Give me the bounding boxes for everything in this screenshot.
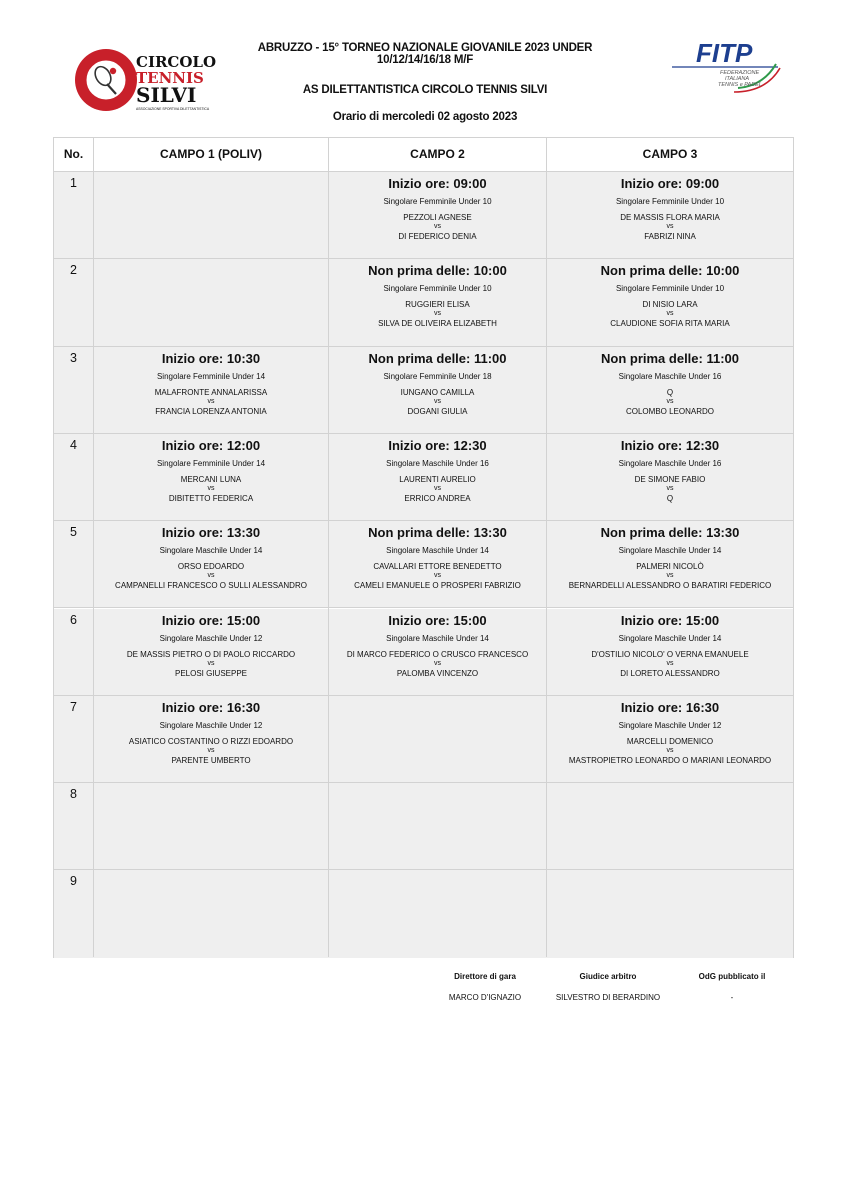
- match-time: Non prima delle: 13:30: [600, 525, 740, 541]
- logo-line1: CIRCOLO: [136, 53, 217, 71]
- table-row: [54, 783, 793, 870]
- tournament-title-line1: ABRUZZO - 15° TORNEO NAZIONALE GIOVANILE 2023 UNDER: [257, 42, 593, 54]
- player-2: ERRICO ANDREA: [404, 493, 471, 503]
- fitp-brand: FITP: [696, 38, 753, 68]
- fitp-logo: [668, 38, 788, 98]
- logo-tagline: ASSOCIAZIONE SPORTIVA DILETTANTISTICA: [136, 107, 210, 111]
- versus-label: vs: [207, 572, 215, 580]
- match-time: Non prima delle: 11:00: [368, 350, 507, 366]
- table-row: [54, 347, 793, 434]
- match-cell: [94, 172, 328, 257]
- table-row: [54, 259, 793, 346]
- versus-label: vs: [207, 659, 215, 667]
- match-time: Non prima delle: 10:00: [368, 263, 507, 279]
- player-1: LAURENTI AURELIO: [399, 474, 476, 484]
- versus-label: vs: [434, 310, 441, 318]
- match-time: Inizio ore: 16:30: [161, 699, 261, 715]
- player-2: COLOMBO LEONARDO: [625, 406, 714, 416]
- match-cell: [329, 172, 546, 257]
- versus-label: vs: [666, 310, 674, 318]
- table-row: [54, 172, 793, 259]
- player-2: DOGANI GIULIA: [407, 406, 468, 416]
- player-2: PELOSI GIUSEPPE: [174, 668, 248, 678]
- player-1: MARCELLI DOMENICO: [626, 736, 714, 746]
- player-1: CAVALLARI ETTORE BENEDETTO: [373, 562, 502, 572]
- match-event: Singolare Maschile Under 14: [618, 546, 722, 556]
- match-event: Singolare Maschile Under 14: [618, 633, 722, 643]
- player-2: FABRIZI NINA: [644, 232, 696, 241]
- match-cell: [547, 347, 793, 432]
- match-cell: [329, 870, 546, 955]
- match-time: Inizio ore: 09:00: [620, 176, 720, 191]
- match-cell: [547, 521, 793, 606]
- match-event: Singolare Maschile Under 14: [386, 546, 489, 556]
- club-name: AS DILETTANTISTICA CIRCOLO TENNIS SILVI: [302, 84, 548, 96]
- player-1: MERCANI LUNA: [180, 474, 242, 484]
- match-time: Non prima delle: 13:30: [368, 525, 507, 541]
- player-2: CAMELI EMANUELE O PROSPERI FABRIZIO: [354, 581, 521, 591]
- row-number: 6: [70, 612, 77, 627]
- match-time: Inizio ore: 09:00: [388, 176, 487, 191]
- match-cell: [547, 783, 793, 868]
- table-row: [54, 870, 793, 957]
- header-no: No.: [63, 147, 84, 161]
- match-cell: [547, 696, 793, 781]
- player-2: DI FEDERICO DENIA: [398, 232, 477, 241]
- match-cell: [329, 434, 546, 519]
- player-2: BERNARDELLI ALESSANDRO O BARATIRI FEDERICO: [568, 581, 772, 591]
- match-event: Singolare Femminile Under 10: [383, 284, 492, 294]
- player-2: CLAUDIONE SOFIA RITA MARIA: [610, 319, 730, 329]
- match-event: Singolare Femminile Under 14: [156, 371, 266, 381]
- player-2: SILVA DE OLIVEIRA ELIZABETH: [378, 319, 497, 329]
- versus-label: vs: [666, 484, 674, 492]
- match-event: Singolare Maschile Under 12: [159, 720, 263, 730]
- player-1: DE MASSIS FLORA MARIA: [620, 213, 720, 222]
- match-cell: [94, 696, 328, 781]
- player-2: DIBITETTO FEDERICA: [168, 493, 254, 503]
- match-cell: [329, 259, 546, 344]
- versus-label: vs: [207, 484, 215, 492]
- player-1: DI MARCO FEDERICO O CRUSCO FRANCESCO: [346, 649, 529, 659]
- match-cell: [94, 434, 328, 519]
- match-time: Inizio ore: 15:00: [161, 612, 261, 628]
- player-2: PARENTE UMBERTO: [171, 755, 251, 765]
- versus-label: vs: [434, 659, 441, 667]
- player-1: PALMERI NICOLÒ: [636, 562, 704, 572]
- match-time: Inizio ore: 10:30: [161, 350, 261, 366]
- footer-label-referee: Giudice arbitro: [579, 972, 637, 981]
- match-time: Non prima delle: 10:00: [600, 263, 740, 279]
- match-event: Singolare Femminile Under 10: [615, 197, 725, 206]
- match-cell: [94, 609, 328, 694]
- match-time: Inizio ore: 12:00: [161, 437, 261, 453]
- table-row: [54, 434, 793, 521]
- player-1: ASIATICO COSTANTINO O RIZZI EDOARDO: [128, 736, 294, 746]
- match-cell: [94, 347, 328, 432]
- match-cell: [329, 783, 546, 868]
- match-event: Singolare Maschile Under 14: [386, 633, 489, 643]
- player-2: CAMPANELLI FRANCESCO O SULLI ALESSANDRO: [115, 581, 307, 591]
- player-1: D'OSTILIO NICOLO' O VERNA EMANUELE: [591, 649, 749, 659]
- match-cell: [329, 696, 546, 781]
- player-2: DI LORETO ALESSANDRO: [620, 668, 720, 678]
- row-number: 8: [70, 787, 77, 802]
- versus-label: vs: [434, 484, 441, 492]
- versus-label: vs: [207, 397, 215, 405]
- match-cell: [547, 434, 793, 519]
- versus-label: vs: [666, 659, 674, 667]
- table-row: [54, 609, 793, 696]
- header-campo-3: CAMPO 3: [642, 147, 698, 161]
- versus-label: vs: [434, 397, 441, 405]
- match-cell: [547, 172, 793, 257]
- match-time: Inizio ore: 15:00: [388, 612, 487, 628]
- column-divider: [328, 138, 329, 957]
- match-event: Singolare Femminile Under 14: [156, 458, 266, 468]
- header-campo-2: CAMPO 2: [410, 147, 465, 161]
- row-number: 9: [70, 874, 77, 889]
- row-number: 1: [70, 176, 77, 190]
- match-time: Inizio ore: 12:30: [620, 437, 720, 453]
- versus-label: vs: [666, 397, 674, 405]
- versus-label: vs: [434, 223, 441, 230]
- schedule-table: [53, 137, 794, 958]
- match-time: Non prima delle: 11:00: [601, 350, 739, 366]
- schedule-date: Orario di mercoledi 02 agosto 2023: [332, 111, 518, 123]
- match-event: Singolare Femminile Under 10: [615, 284, 725, 294]
- row-number: 2: [70, 263, 77, 278]
- versus-label: vs: [666, 572, 674, 580]
- match-cell: [94, 259, 328, 344]
- match-time: Inizio ore: 13:30: [161, 525, 261, 541]
- player-2: MASTROPIETRO LEONARDO O MARIANI LEONARDO: [568, 755, 772, 765]
- logo-line2: TENNIS: [136, 69, 204, 87]
- player-1: DE MASSIS PIETRO O DI PAOLO RICCARDO: [126, 649, 296, 659]
- match-time: Inizio ore: 15:00: [620, 612, 720, 628]
- fitp-sub2: ITALIANA: [725, 76, 750, 82]
- player-1: DI NISIO LARA: [642, 300, 698, 310]
- logo-line3: SILVI: [136, 83, 197, 107]
- footer-label-director: Direttore di gara: [454, 972, 516, 981]
- match-event: Singolare Maschile Under 16: [386, 458, 489, 468]
- match-event: Singolare Maschile Under 14: [159, 546, 263, 556]
- match-cell: [329, 609, 546, 694]
- player-2: PALOMBA VINCENZO: [396, 668, 479, 678]
- match-cell: [329, 521, 546, 606]
- player-1: DE SIMONE FABIO: [634, 474, 706, 484]
- match-cell: [547, 870, 793, 955]
- player-1: PEZZOLI AGNESE: [403, 213, 472, 222]
- match-cell: [547, 259, 793, 344]
- footer-value-director: MARCO D'IGNAZIO: [448, 993, 522, 1002]
- table-row: [54, 521, 793, 608]
- match-cell: [329, 347, 546, 432]
- footer-value-published: -: [730, 993, 734, 1002]
- versus-label: vs: [666, 746, 674, 754]
- match-cell: [94, 783, 328, 868]
- match-event: Singolare Maschile Under 12: [159, 633, 263, 643]
- fitp-sub1: FEDERAZIONE: [720, 70, 760, 76]
- player-2: FRANCIA LORENZA ANTONIA: [155, 406, 267, 416]
- player-1: Q: [666, 387, 674, 397]
- match-time: Inizio ore: 12:30: [388, 437, 487, 453]
- footer-value-referee: SILVESTRO DI BERARDINO: [555, 993, 661, 1002]
- player-2: Q: [666, 493, 674, 503]
- table-header: [54, 138, 793, 172]
- row-number: 7: [70, 699, 77, 714]
- column-divider: [546, 138, 547, 957]
- match-cell: [94, 870, 328, 955]
- player-1: RUGGIERI ELISA: [405, 300, 470, 310]
- column-divider: [93, 138, 94, 957]
- footer-label-published: OdG pubblicato il: [698, 972, 766, 981]
- row-number: 3: [70, 350, 77, 365]
- row-number: 5: [70, 525, 77, 540]
- match-event: Singolare Maschile Under 12: [618, 720, 722, 730]
- player-1: ORSO EDOARDO: [177, 562, 245, 572]
- match-cell: [547, 609, 793, 694]
- versus-label: vs: [666, 223, 674, 230]
- tournament-title-line2: 10/12/14/16/18 M/F: [376, 54, 474, 66]
- match-event: Singolare Maschile Under 16: [618, 458, 722, 468]
- player-1: IUNGANO CAMILLA: [400, 387, 475, 397]
- tournament-title: [200, 42, 650, 66]
- match-event: Singolare Femminile Under 10: [383, 197, 492, 206]
- match-time: Inizio ore: 16:30: [620, 699, 720, 715]
- player-1: MALAFRONTE ANNALARISSA: [154, 387, 268, 397]
- fitp-sub3: TENNIS e PADEL: [718, 82, 762, 88]
- row-number: 4: [70, 437, 77, 452]
- versus-label: vs: [434, 572, 441, 580]
- match-event: Singolare Maschile Under 16: [618, 371, 722, 381]
- match-cell: [94, 521, 328, 606]
- table-row: [54, 696, 793, 783]
- header-campo-1: CAMPO 1 (POLIV): [159, 147, 262, 161]
- versus-label: vs: [207, 746, 215, 754]
- match-event: Singolare Femminile Under 18: [383, 371, 492, 381]
